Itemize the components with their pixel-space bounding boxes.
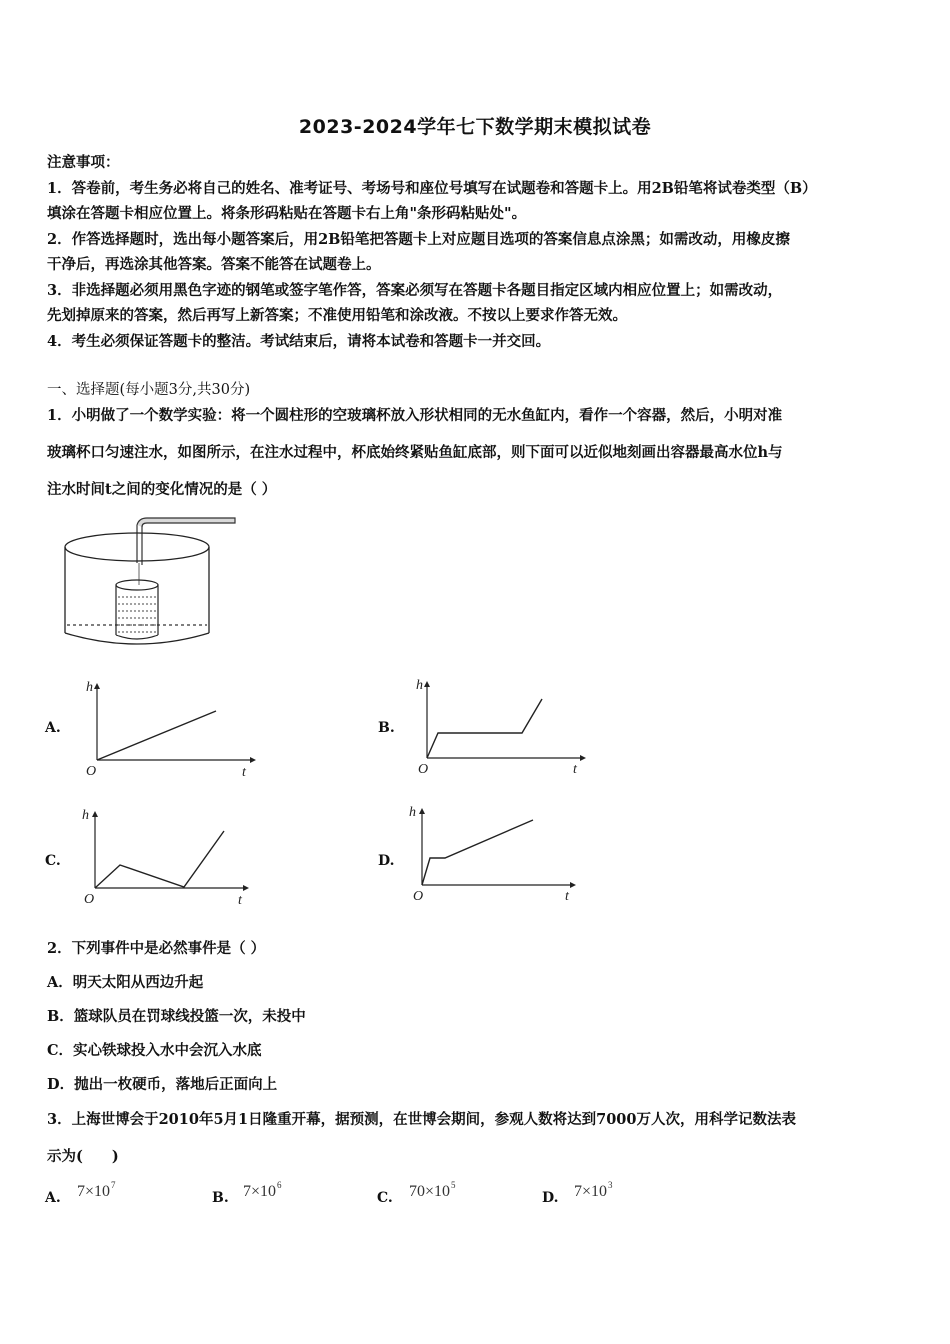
fish-tank-figure bbox=[55, 515, 245, 650]
q3-option-c-value: $70\times 10^5$ bbox=[409, 1180, 456, 1200]
q2-stem: 2．下列事件中是必然事件是（ ） bbox=[47, 940, 266, 957]
q3-stem-line: 示为( ) bbox=[47, 1148, 119, 1165]
q3-option-c-label: C. bbox=[377, 1190, 393, 1206]
q3-option-d-value: $7\times 10^3$ bbox=[574, 1180, 613, 1200]
q3-option-a-label: A. bbox=[45, 1190, 61, 1206]
q1-option-a-label: A. bbox=[45, 720, 61, 736]
notice-line: 2．作答选择题时，选出每小题答案后，用2B铅笔把答题卡上对应题目选项的答案信息点涂黑；如需改动，用橡皮擦 bbox=[47, 231, 790, 248]
section-heading: 一、选择题(每小题3分,共30分) bbox=[47, 382, 251, 398]
q2-option: D．抛出一枚硬币，落地后正面向上 bbox=[47, 1076, 278, 1093]
axis-label-t: t bbox=[238, 893, 242, 908]
axis-label-t: t bbox=[565, 889, 569, 904]
q3-option-b-value: $7\times 10^6$ bbox=[243, 1180, 282, 1200]
axis-label-origin: O bbox=[84, 892, 95, 907]
notice-line: 先划掉原来的答案，然后再写上新答案；不准使用铅笔和涂改液。不按以上要求作答无效。 bbox=[47, 307, 627, 324]
q3-stem-line: 3．上海世博会于2010年5月1日隆重开幕，据预测，在世博会期间，参观人数将达到7000万人次，用科学记数法表 bbox=[47, 1111, 796, 1128]
q1-option-a-graph bbox=[80, 675, 260, 785]
axis-label-t: t bbox=[573, 762, 577, 777]
q1-stem-line: 玻璃杯口匀速注水，如图所示，在注水过程中，杯底始终紧贴鱼缸底部，则下面可以近似地刻画出容器最高水位h与 bbox=[47, 444, 783, 461]
notice-line: 1．答卷前，考生务必将自己的姓名、准考证号、考场号和座位号填写在试题卷和答题卡上。用2B铅笔将试卷类型（B） bbox=[47, 180, 817, 197]
q2-option: C．实心铁球投入水中会沉入水底 bbox=[47, 1042, 262, 1059]
axis-label-origin: O bbox=[86, 764, 97, 779]
axis-label-h: h bbox=[82, 808, 89, 823]
axis-label-origin: O bbox=[418, 762, 429, 777]
q3-option-b-label: B. bbox=[212, 1190, 229, 1206]
q1-stem-line: 1．小明做了一个数学实验：将一个圆柱形的空玻璃杯放入形状相同的无水鱼缸内，看作一个容器，然后，小明对准 bbox=[47, 407, 783, 424]
q1-option-c-graph bbox=[78, 803, 258, 913]
q1-option-d-label: D. bbox=[378, 853, 395, 869]
axis-label-h: h bbox=[86, 680, 93, 695]
q1-option-b-graph bbox=[410, 673, 590, 783]
axis-label-h: h bbox=[416, 678, 423, 693]
notice-line: 干净后，再选涂其他答案。答案不能答在试题卷上。 bbox=[47, 256, 381, 273]
q1-option-c-label: C. bbox=[45, 853, 61, 869]
notice-heading: 注意事项： bbox=[47, 154, 120, 171]
axis-label-t: t bbox=[242, 765, 246, 780]
page-title: 2023-2024学年七下数学期末模拟试卷 bbox=[298, 116, 652, 138]
q2-option: A．明天太阳从西边升起 bbox=[47, 974, 204, 991]
q1-stem-line: 注水时间t之间的变化情况的是（ ） bbox=[47, 481, 277, 498]
q3-option-d-label: D. bbox=[542, 1190, 559, 1206]
axis-label-h: h bbox=[409, 805, 416, 820]
q3-option-a-value: $7\times 10^7$ bbox=[77, 1180, 116, 1200]
notice-line: 4．考生必须保证答题卡的整洁。考试结束后，请将本试卷和答题卡一并交回。 bbox=[47, 333, 551, 350]
notice-line: 填涂在答题卡相应位置上。将条形码粘贴在答题卡右上角"条形码粘贴处"。 bbox=[47, 205, 527, 222]
q2-option: B．篮球队员在罚球线投篮一次，未投中 bbox=[47, 1008, 306, 1025]
q1-option-b-label: B. bbox=[378, 720, 395, 736]
q1-option-d-graph bbox=[405, 800, 585, 910]
axis-label-origin: O bbox=[413, 889, 424, 904]
notice-line: 3．非选择题必须用黑色字迹的钢笔或签字笔作答，答案必须写在答题卡各题目指定区域内相应位置上；如需改动， bbox=[47, 282, 783, 299]
